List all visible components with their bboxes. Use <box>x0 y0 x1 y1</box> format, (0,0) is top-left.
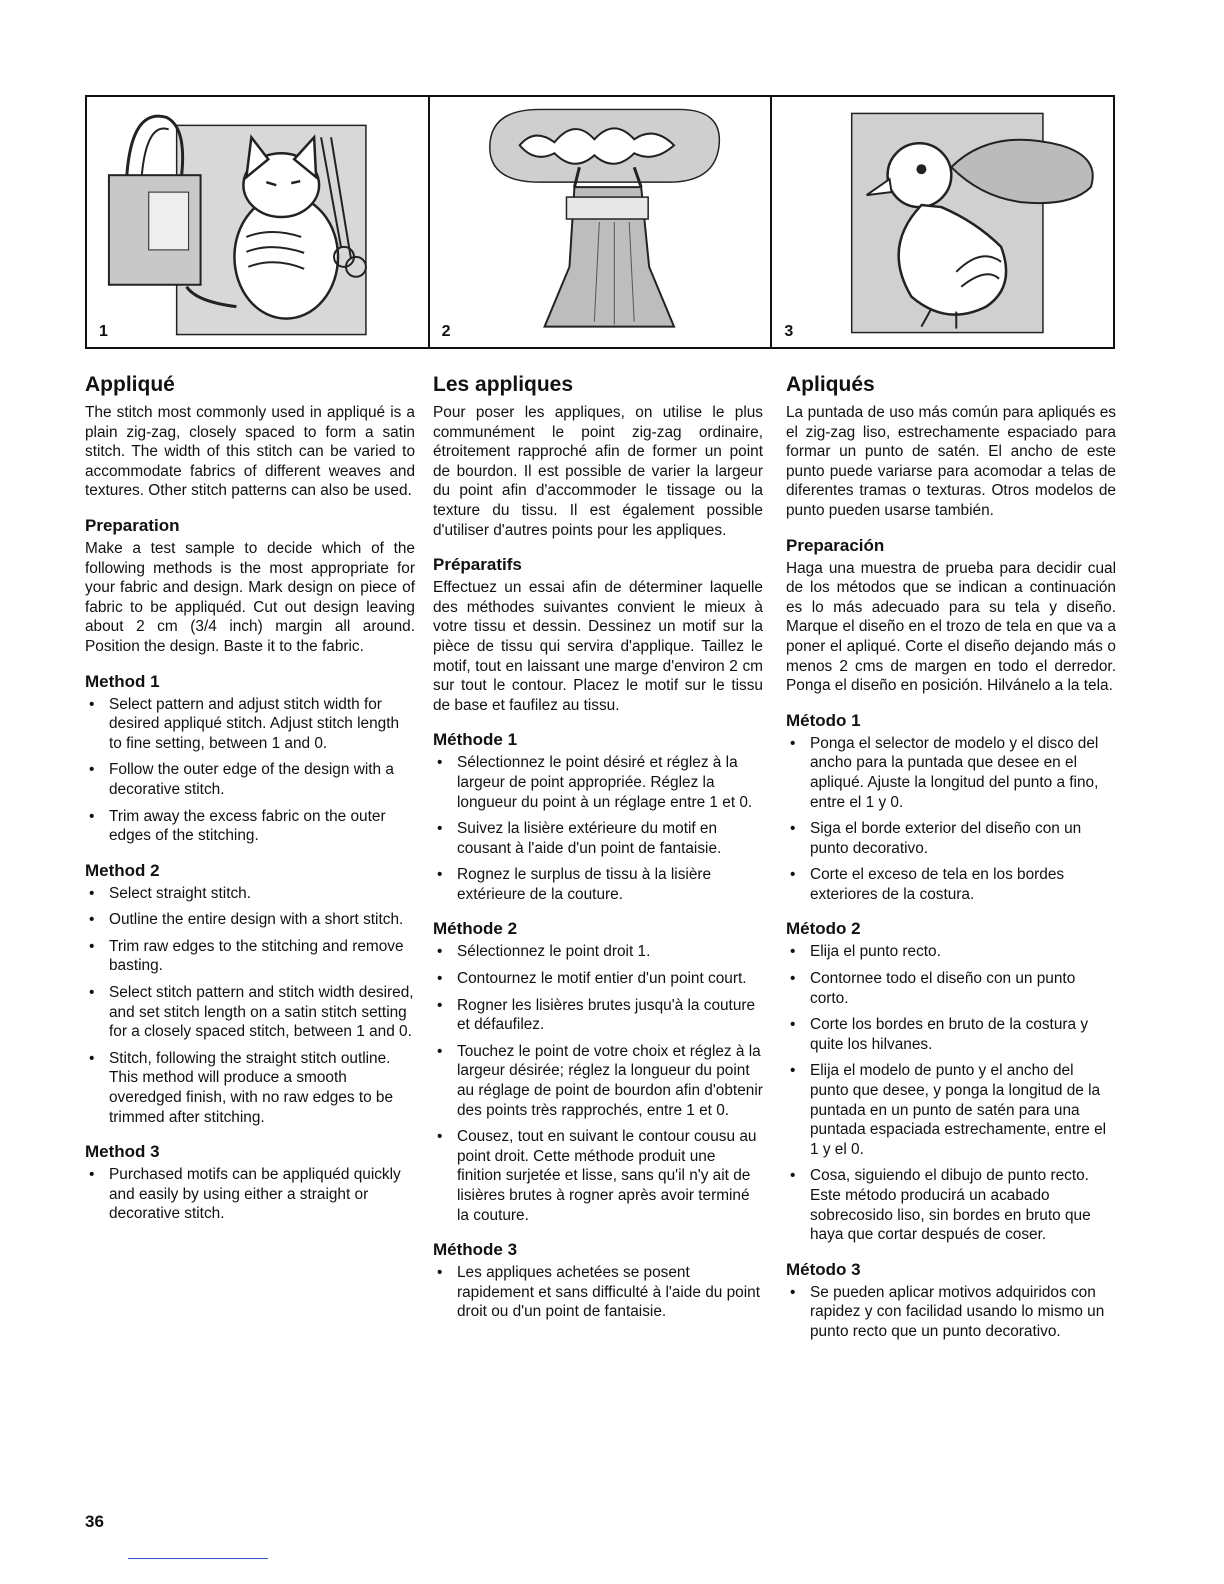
intro-text: The stitch most commonly used in appliqué is a plain zig-zag, closely spaced to form a satin stitch. The width of this stitch can be varied to accommodate fabrics of different weaves and textures. Other stitch patterns can also be used. <box>85 404 415 500</box>
preparation-heading: Preparation <box>85 515 180 535</box>
method-1-list <box>786 734 1116 905</box>
list-item: • Siga el borde exterior del diseño con un punto decorativo. <box>786 819 1116 858</box>
method-1-heading: Méthode 1 <box>433 730 518 750</box>
list-item: • Sélectionnez le point désiré et réglez à la largeur de point appropriée. Réglez la longueur du point à un réglage entre 1 et 0. <box>433 753 763 812</box>
dress-applique-illustration <box>430 97 771 347</box>
method-2-list <box>85 884 415 1128</box>
method-3-list <box>85 1165 415 1224</box>
figure-3-panel <box>772 97 1113 347</box>
method-3-list <box>433 1263 763 1322</box>
english-column <box>85 372 415 1231</box>
figure-1-panel <box>87 97 430 347</box>
list-item: • Elija el punto recto. <box>786 942 1116 962</box>
figure-number: 1 <box>99 323 108 340</box>
preparation-text: Effectuez un essai afin de déterminer laquelle des méthodes suivantes convient le mieux à votre tissu et dessin. Dessinez un motif sur la pièce de tissu qui servira d'applique. Taillez le motif, tout en laissant une marge d'environ 2 cm sur tout le contour. Placez le motif sur le tissu de base et faufilez au tissu. <box>433 579 763 714</box>
method-2-heading: Method 2 <box>85 860 160 880</box>
intro-text: Pour poser les appliques, on utilise le plus communément le point zig-zag ordinaire, étroitement rapproché afin de former un point de bourdon. Il est possible de varier la largeur du point afin d'accommoder le tissage ou la texture du tissu. Il est également possible d'utiliser d'autres points pour les appliques. <box>433 404 763 539</box>
method-3-list <box>786 1283 1116 1342</box>
list-item: • Stitch, following the straight stitch outline. This method will produce a smooth overedged finish, with no raw edges to be trimmed after stitching. <box>85 1049 415 1127</box>
method-2-heading: Método 2 <box>786 919 861 939</box>
list-item: • Ponga el selector de modelo y el disco del ancho para la puntada que desee en el apliqué. Ajuste la longitud del punto a fino, entre el 1 y 0. <box>786 734 1116 812</box>
list-item: • Rogner les lisières brutes jusqu'à la couture et défaufilez. <box>433 996 763 1035</box>
method-3-heading: Method 3 <box>85 1142 160 1162</box>
french-column <box>433 372 763 1329</box>
list-item: • Contornee todo el diseño con un punto corto. <box>786 969 1116 1008</box>
preparation-heading: Preparación <box>786 535 885 555</box>
list-item: • Sélectionnez le point droit 1. <box>433 942 763 962</box>
figure-number: 3 <box>784 323 794 340</box>
list-item: • Elija el modelo de punto y el ancho del punto que desee, y ponga la longitud de la puntada en un punto de satén para una puntada espaciada estrechamente, entre el 1 y el 0. <box>786 1061 1116 1159</box>
section-title: Apliqués <box>786 373 875 396</box>
list-item: • Select stitch pattern and stitch width desired, and set stitch length on a satin stitch setting for a closely spaced stitch, between 1 and 0. <box>85 983 415 1042</box>
spanish-column <box>786 372 1116 1349</box>
list-item: • Select pattern and adjust stitch width for desired appliqué stitch. Adjust stitch length to fine setting, between 1 and 0. <box>85 695 415 754</box>
method-2-heading: Méthode 2 <box>433 919 518 939</box>
figure-2-panel <box>430 97 773 347</box>
intro-text: La puntada de uso más común para apliqués es el zig-zag liso, estrechamente espaciado para formar un punto de satén. El ancho de este punto puede variarse para acomodar a telas de diferentes tramas o texturas. Otros modelos de punto pueden usarse también. <box>786 404 1116 519</box>
list-item: • Les appliques achetées se posent rapidement et sans difficulté à l'aide du point droit ou d'un point de fantaisie. <box>433 1263 763 1322</box>
list-item: • Trim raw edges to the stitching and remove basting. <box>85 937 415 976</box>
method-2-list <box>433 942 763 1225</box>
method-1-heading: Método 1 <box>786 710 861 730</box>
method-3-heading: Método 3 <box>786 1259 861 1279</box>
figure-number: 2 <box>441 323 451 340</box>
list-item: • Suivez la lisière extérieure du motif en cousant à l'aide d'un point de fantaisie. <box>433 819 763 858</box>
page-number: 36 <box>85 1512 104 1531</box>
footer-rule <box>128 1558 268 1559</box>
preparation-text: Make a test sample to decide which of the following methods is the most appropriate for your fabric and design. Mark design on piece of fabric to be appliquéd. Cut out design leaving about 2 cm (3/4 inch) margin all around. Position the design. Baste it to the fabric. <box>85 539 415 655</box>
list-item: • Cosa, siguiendo el dibujo de punto recto. Este método producirá un acabado sobrecosido liso, sin bordes en bruto que haya que cortar después de coser. <box>786 1166 1116 1244</box>
list-item: • Corte el exceso de tela en los bordes exteriores de la costura. <box>786 865 1116 904</box>
preparation-heading: Préparatifs <box>433 555 522 575</box>
method-1-list <box>433 753 763 904</box>
list-item: • Rognez le surplus de tissu à la lisière extérieure de la couture. <box>433 865 763 904</box>
method-3-heading: Méthode 3 <box>433 1240 518 1260</box>
list-item: • Select straight stitch. <box>85 884 415 904</box>
method-1-heading: Method 1 <box>85 671 160 691</box>
list-item: • Cousez, tout en suivant le contour cousu au point droit. Cette méthode produit une finition surjetée et lisse, sans qu'il n'y ait de lisières brutes à rogner après avoir terminé la couture. <box>433 1127 763 1225</box>
list-item: • Corte los bordes en bruto de la costura y quite los hilvanes. <box>786 1015 1116 1054</box>
list-item: • Follow the outer edge of the design with a decorative stitch. <box>85 760 415 799</box>
section-title: Les appliques <box>433 373 574 396</box>
method-1-list <box>85 695 415 846</box>
list-item: • Contournez le motif entier d'un point court. <box>433 969 763 989</box>
list-item: • Outline the entire design with a short stitch. <box>85 910 415 930</box>
cat-applique-illustration <box>87 97 428 347</box>
list-item: • Purchased motifs can be appliquéd quickly and easily by using either a straight or decorative stitch. <box>85 1165 415 1224</box>
preparation-text: Haga una muestra de prueba para decidir cual de los métodos que se indican a continuación es lo más adecuado para su tela y diseño. Marque el diseño en el trozo de tela en que va a poner el apliqué. Corte el diseño dejando más o menos 2 cms de margen en todo el derredor. Ponga el diseño en posición. Hilvánelo a la tela. <box>786 559 1116 695</box>
list-item: • Trim away the excess fabric on the outer edges of the stitching. <box>85 807 415 846</box>
figure-strip <box>85 95 1115 349</box>
section-title: Appliqué <box>85 373 175 396</box>
list-item: • Touchez le point de votre choix et réglez à la largeur désirée; réglez la longueur du point au réglage de point de bourdon afin d'obtenir des points très rapprochés, entre 1 et 0. <box>433 1042 763 1120</box>
duck-applique-illustration <box>772 97 1113 347</box>
method-2-list <box>786 942 1116 1244</box>
list-item: • Se pueden aplicar motivos adquiridos con rapidez y con facilidad usando lo mismo un punto recto que un punto decorativo. <box>786 1283 1116 1342</box>
